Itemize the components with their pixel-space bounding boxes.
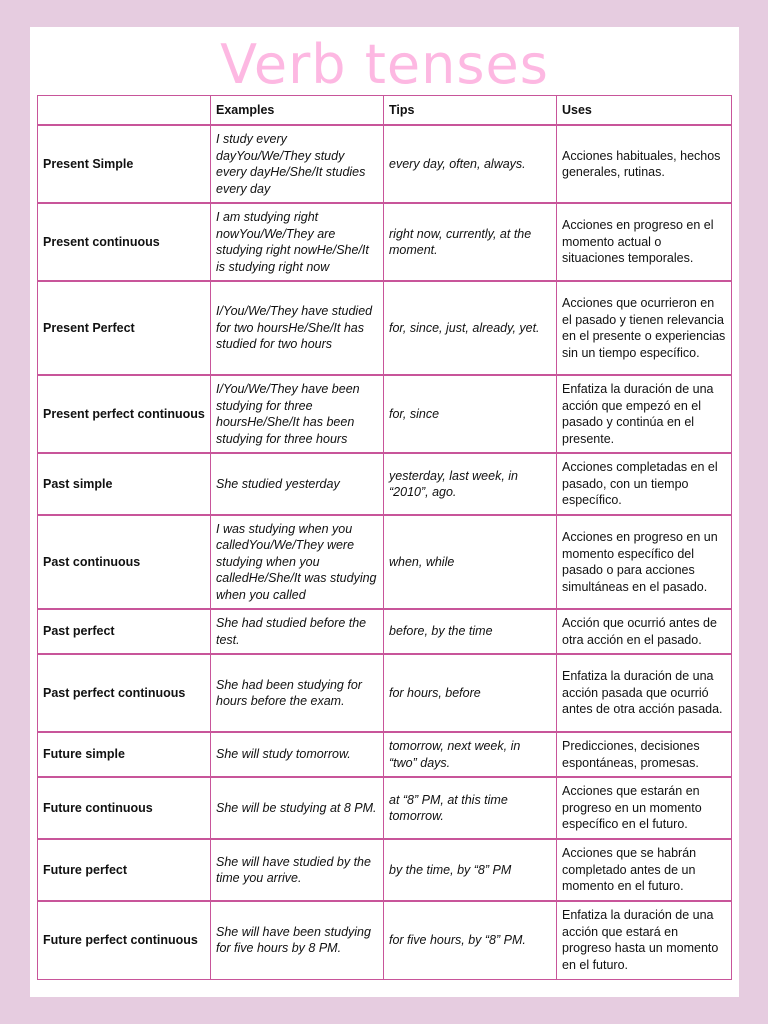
- header-tips: Tips: [384, 96, 557, 126]
- tense-cell: Future perfect: [38, 839, 211, 901]
- tense-cell: Present Simple: [38, 125, 211, 203]
- table-row: [38, 839, 732, 901]
- table-row: [38, 453, 732, 515]
- table-body: [38, 125, 732, 979]
- use-cell: Acciones habituales, hechos generales, rutinas.: [557, 125, 732, 203]
- tense-cell: Present continuous: [38, 203, 211, 281]
- use-cell: Acciones que se habrán completado antes de un momento en el futuro.: [557, 839, 732, 901]
- tip-cell: for, since, just, already, yet.: [384, 281, 557, 375]
- table-row: [38, 654, 732, 732]
- example-cell: She studied yesterday: [211, 453, 384, 515]
- tense-cell: Past perfect: [38, 609, 211, 654]
- tense-cell: Past continuous: [38, 515, 211, 609]
- tense-cell: Future simple: [38, 732, 211, 777]
- table-row: [38, 281, 732, 375]
- tense-cell: Future continuous: [38, 777, 211, 839]
- tense-cell: Past simple: [38, 453, 211, 515]
- page-title: Verb tenses: [220, 33, 549, 96]
- example-cell: She will be studying at 8 PM.: [211, 777, 384, 839]
- table-row: [38, 609, 732, 654]
- example-cell: I/You/We/They have been studying for three hoursHe/She/It has been studying for three hours: [211, 375, 384, 453]
- example-cell: I was studying when you calledYou/We/They were studying when you calledHe/She/It was studying when you called: [211, 515, 384, 609]
- header-examples: Examples: [211, 96, 384, 126]
- example-cell: I/You/We/They have studied for two hoursHe/She/It has studied for two hours: [211, 281, 384, 375]
- use-cell: Acciones en progreso en un momento específico del pasado o para acciones simultáneas en el pasado.: [557, 515, 732, 609]
- tip-cell: for, since: [384, 375, 557, 453]
- example-cell: She will have been studying for five hours by 8 PM.: [211, 901, 384, 979]
- table-row: [38, 203, 732, 281]
- header-uses: Uses: [557, 96, 732, 126]
- tip-cell: right now, currently, at the moment.: [384, 203, 557, 281]
- use-cell: Acciones completadas en el pasado, con un tiempo específico.: [557, 453, 732, 515]
- tense-cell: Present perfect continuous: [38, 375, 211, 453]
- example-cell: She will have studied by the time you arrive.: [211, 839, 384, 901]
- tip-cell: at “8” PM, at this time tomorrow.: [384, 777, 557, 839]
- tip-cell: yesterday, last week, in “2010”, ago.: [384, 453, 557, 515]
- table-row: [38, 901, 732, 979]
- tip-cell: for hours, before: [384, 654, 557, 732]
- table-row: [38, 515, 732, 609]
- example-cell: She had studied before the test.: [211, 609, 384, 654]
- use-cell: Enfatiza la duración de una acción pasada que ocurrió antes de otra acción pasada.: [557, 654, 732, 732]
- document-page: [30, 27, 739, 997]
- use-cell: Acciones en progreso en el momento actual o situaciones temporales.: [557, 203, 732, 281]
- table-row: [38, 125, 732, 203]
- use-cell: Acciones que ocurrieron en el pasado y tienen relevancia en el presente o experiencias sin un tiempo específico.: [557, 281, 732, 375]
- example-cell: I study every dayYou/We/They study every dayHe/She/It studies every day: [211, 125, 384, 203]
- use-cell: Acciones que estarán en progreso en un momento específico en el futuro.: [557, 777, 732, 839]
- use-cell: Enfatiza la duración de una acción que estará en progreso hasta un momento en el futuro.: [557, 901, 732, 979]
- use-cell: Enfatiza la duración de una acción que empezó en el pasado y continúa en el presente.: [557, 375, 732, 453]
- example-cell: I am studying right nowYou/We/They are studying right nowHe/She/It is studying right now: [211, 203, 384, 281]
- tip-cell: by the time, by “8” PM: [384, 839, 557, 901]
- table-header-row: [38, 96, 732, 126]
- tense-cell: Present Perfect: [38, 281, 211, 375]
- tense-cell: Future perfect continuous: [38, 901, 211, 979]
- example-cell: She had been studying for hours before the exam.: [211, 654, 384, 732]
- tip-cell: every day, often, always.: [384, 125, 557, 203]
- verb-tenses-table: [37, 95, 732, 980]
- table-row: [38, 732, 732, 777]
- example-cell: She will study tomorrow.: [211, 732, 384, 777]
- tip-cell: tomorrow, next week, in “two” days.: [384, 732, 557, 777]
- tip-cell: for five hours, by “8” PM.: [384, 901, 557, 979]
- tense-cell: Past perfect continuous: [38, 654, 211, 732]
- header-tense: [38, 96, 211, 126]
- use-cell: Predicciones, decisiones espontáneas, promesas.: [557, 732, 732, 777]
- tip-cell: when, while: [384, 515, 557, 609]
- tip-cell: before, by the time: [384, 609, 557, 654]
- table-row: [38, 375, 732, 453]
- table-row: [38, 777, 732, 839]
- use-cell: Acción que ocurrió antes de otra acción en el pasado.: [557, 609, 732, 654]
